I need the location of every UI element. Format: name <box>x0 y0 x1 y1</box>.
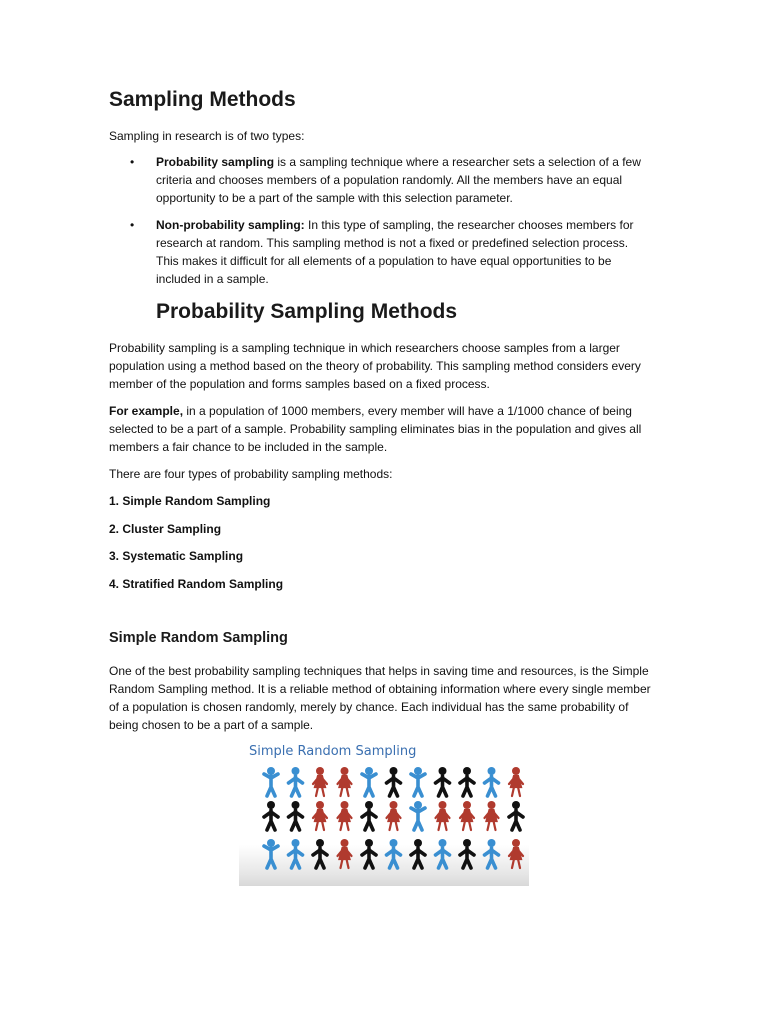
blue-person-icon <box>289 839 303 868</box>
list-item <box>130 216 650 288</box>
probability-paragraph: Probability sampling is a sampling technique in which researchers choose samples from a larger population using a method based on the theory of probability. This sampling method considers every member of the population and forms samples based on a fixed process. <box>109 341 641 391</box>
blue-person-icon <box>411 767 425 796</box>
type-item-4: 4. Stratified Random Sampling <box>109 577 284 591</box>
red-person-icon <box>509 839 523 868</box>
red-person-icon <box>387 801 401 830</box>
blue-person-icon <box>362 767 376 796</box>
black-person-icon <box>264 801 278 830</box>
red-person-icon <box>313 767 327 796</box>
red-person-icon <box>485 801 499 830</box>
simple-random-paragraph: One of the best probability sampling techniques that helps in saving time and resources, is the Simple Random Sampling method. It is a reliable method of obtaining information where every single member of a population is chosen randomly, merely by chance. Each individual has the same probability of being chosen to be a part of a sample. <box>109 664 651 732</box>
blue-person-icon <box>289 767 303 796</box>
example-label: For example, <box>109 404 184 418</box>
types-intro-paragraph: There are four types of probability sampling methods: <box>109 467 393 481</box>
heading-simple-random-sampling: Simple Random Sampling <box>109 630 288 646</box>
figure-title: Simple Random Sampling <box>249 744 417 759</box>
black-person-icon <box>509 801 523 830</box>
definition-text: In this type of sampling, the researcher chooses members for research at random. This sampling method is not a fixed or predefined selection process. This makes it difficult for all elements of a population to have equal opportunities to be included in a sample. <box>156 218 634 286</box>
black-person-icon <box>460 839 474 868</box>
simple-random-sampling-figure <box>239 739 529 886</box>
black-person-icon <box>387 767 401 796</box>
type-item-3: 3. Systematic Sampling <box>109 549 244 563</box>
red-person-icon <box>338 801 352 830</box>
blue-person-icon <box>485 767 499 796</box>
definition-text: is a sampling technique where a researcher sets a selection of a few criteria and chooses members of a population randomly. All the members have an equal opportunity to be a part of the sample with this selection parameter. <box>156 155 641 205</box>
example-paragraph <box>109 402 654 456</box>
type-item-1: 1. Simple Random Sampling <box>109 494 271 508</box>
term-non-probability-sampling: Non-probability sampling: <box>156 218 305 232</box>
black-person-icon <box>289 801 303 830</box>
people-grid <box>239 739 529 886</box>
intro-paragraph: Sampling in research is of two types: <box>109 129 305 143</box>
red-person-icon <box>338 767 352 796</box>
blue-person-icon <box>387 839 401 868</box>
red-person-icon <box>509 767 523 796</box>
blue-person-icon <box>264 839 278 868</box>
heading-sampling-methods: Sampling Methods <box>109 88 296 111</box>
heading-probability-sampling-methods: Probability Sampling Methods <box>156 300 458 323</box>
red-person-icon <box>436 801 450 830</box>
black-person-icon <box>436 767 450 796</box>
blue-person-icon <box>411 801 425 830</box>
type-item-2: 2. Cluster Sampling <box>109 522 222 536</box>
black-person-icon <box>362 801 376 830</box>
black-person-icon <box>411 839 425 868</box>
red-person-icon <box>460 801 474 830</box>
blue-person-icon <box>264 767 278 796</box>
example-text: in a population of 1000 members, every member will have a 1/1000 chance of being selected to be a part of a sample. Probability sampling eliminates bias in the population and gives all members a fair chance to be included in the sample. <box>109 404 642 454</box>
bullet-icon: • <box>130 155 135 169</box>
black-person-icon <box>362 839 376 868</box>
black-person-icon <box>460 767 474 796</box>
black-person-icon <box>313 839 327 868</box>
red-person-icon <box>313 801 327 830</box>
blue-person-icon <box>485 839 499 868</box>
list-item <box>130 153 650 207</box>
bullet-icon: • <box>130 218 135 232</box>
sampling-types-list <box>130 153 650 297</box>
red-person-icon <box>338 839 352 868</box>
term-probability-sampling: Probability sampling <box>156 155 275 169</box>
blue-person-icon <box>436 839 450 868</box>
